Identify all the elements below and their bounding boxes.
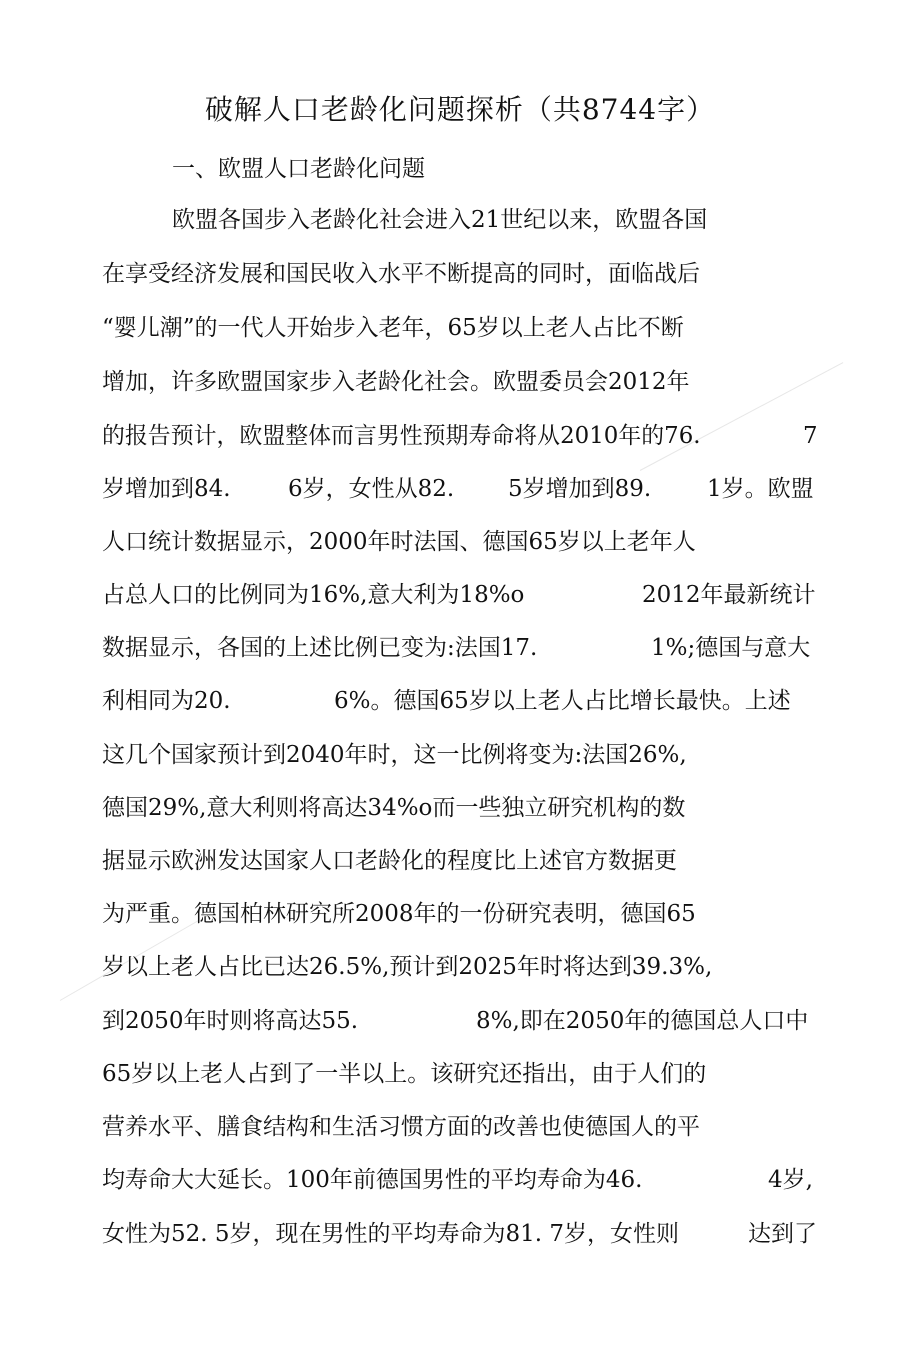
line-text: 7 <box>803 423 818 449</box>
line-text: 德国29%,意大利则将高达34%o而一些独立研究机构的数 <box>102 795 686 821</box>
line-text: 占总人口的比例同为16%,意大利为18%o <box>102 582 525 608</box>
section-heading: 一、欧盟人口老龄化问题 <box>172 156 425 182</box>
line-text: 女性为52. 5岁，现在男性的平均寿命为81. 7岁，女性则 <box>102 1221 680 1247</box>
line-text: 这几个国家预计到2040年时，这一比例将变为:法国26%, <box>102 742 687 768</box>
line-text: 营养水平、膳食结构和生活习惯方面的改善也使德国人的平 <box>102 1114 700 1140</box>
line-text: 数据显示，各国的上述比例已变为:法国17. <box>102 635 538 661</box>
line-text: 为严重。德国柏林研究所2008年的一份研究表明，德国65 <box>102 901 696 927</box>
line-text: 65岁以上老人占到了一半以上。该研究还指出，由于人们的 <box>102 1061 707 1087</box>
line-text: 4岁, <box>768 1167 813 1193</box>
line-text: 增加，许多欧盟国家步入老龄化社会。欧盟委员会2012年 <box>102 369 690 395</box>
line-text: 的报告预计，欧盟整体而言男性预期寿命将从2010年的76. <box>102 423 701 449</box>
line-text: 欧盟各国步入老龄化社会进入21世纪以来，欧盟各国 <box>172 207 708 233</box>
line-text: 据显示欧洲发达国家人口老龄化的程度比上述官方数据更 <box>102 848 677 874</box>
document-title: 破解人口老龄化问题探析（共8744字） <box>204 93 716 126</box>
line-text: 6%。德国65岁以上老人占比增长最快。上述 <box>334 688 791 714</box>
line-text: 1%;德国与意大 <box>651 635 811 661</box>
line-text: 人口统计数据显示，2000年时法国、德国65岁以上老年人 <box>102 529 696 555</box>
line-text: 在享受经济发展和国民收入水平不断提高的同时，面临战后 <box>102 261 700 287</box>
line-text: 岁以上老人占比已达26.5%,预计到2025年时将达到39.3%, <box>102 954 713 980</box>
line-text: 到2050年时则将高达55. <box>102 1008 359 1034</box>
line-text: 6岁，女性从82. <box>288 476 455 502</box>
line-text: 1岁。欧盟 <box>707 476 814 502</box>
line-text: 岁增加到84. <box>102 476 231 502</box>
line-text: 达到了 <box>748 1221 817 1247</box>
line-text: “婴儿潮”的一代人开始步入老年，65岁以上老人占比不断 <box>102 315 684 341</box>
line-text: 利相同为20. <box>102 688 231 714</box>
line-text: 8%,即在2050年的德国总人口中 <box>476 1008 809 1034</box>
line-text: 2012年最新统计 <box>642 582 816 608</box>
line-text: 5岁增加到89. <box>508 476 652 502</box>
line-text: 均寿命大大延长。100年前德国男性的平均寿命为46. <box>102 1167 643 1193</box>
